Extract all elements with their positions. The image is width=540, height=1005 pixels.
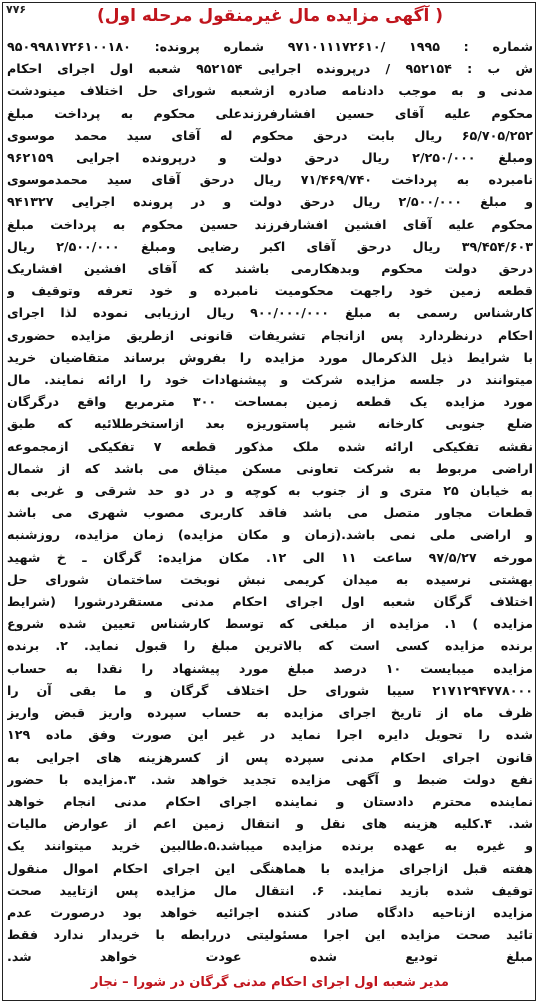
notice-line: توقیف شده بازید نمایند. ۶. انتقال مال مزایده پس ازتایید صحت [7,882,533,898]
notice-line: ش ب : ۹۵۲۱۵۴ / درپرونده اجرایی ۹۵۲۱۵۴ شعبه اول اجرای احکام [7,61,533,77]
notice-line: مورد مزایده یک قطعه زمین بمساحت ۳۰۰ مترمربع واقع درگرگان [7,394,533,410]
notice-line: مدنی و به موجب دادنامه صادره ازشعبه شورای حل اختلاف مینودشت [7,83,533,99]
notice-line: قطعات مجاور متصل می باشد فاقد کاربری مصوب شهری می باشد [7,505,533,521]
notice-line: نفع دولت ضبط و آگهی مزایده تجدید خواهد شد. ۳.مزایده با حضور [7,771,533,787]
notice-line: مبلغ تودیع شده عودت خواهد شد. [7,949,533,965]
notice-line: ظرف ماه از تاریخ اجرای مزایده به حساب سپرده واریز قبض واریز [7,705,533,721]
notice-line: اراضی مربوط به شرکت تعاونی مسکن میثاق می باشد که از شمال [7,460,533,476]
notice-line: تائید صحت مزایده این اجرا مسئولیتی دررابطه با خریدار ندارد فقط [7,927,533,943]
notice-line: ۶۵/۷۰۵/۲۵۲ ریال بابت درحق محکوم له آقای سید محمد موسوی [7,127,533,143]
notice-line: شماره : ۱۹۹۵ /۹۷۱۰۱۱۱۷۲۶۱۰ شماره پرونده: ۹۵۰۹۹۸۱۷۲۶۱۰۰۱۸۰ [7,39,533,54]
notice-line: ومبلغ ۲/۲۵۰/۰۰۰ ریال درحق دولت و درپرونده اجرایی ۹۶۲۱۵۹ [7,150,533,166]
notice-line: ۲۱۷۱۲۹۴۷۷۸۰۰۰ سیبا شورای حل اختلاف گرگان و ما بقی آن را [7,682,533,698]
notice-line: میتوانند در جلسه مزایده شرکت و پیشنهادات خود را ارائه نمایند. مال [7,372,533,388]
notice-body [7,36,533,969]
notice-line: به خیابان ۲۵ متری و از جنوب به کوچه و در دو حد شرقی و غربی به [7,483,533,499]
notice-line: محکوم علیه آقای افشین افشارفرزند حسین محکوم به پرداخت مبلغ [7,216,533,232]
notice-line: قانون اجرای احکام مدنی سپرده پس از کسرهزینه های اجرایی به [7,749,533,765]
notice-line: احکام درنظردارد پس ازانجام تشریفات قانونی ازطریق مزایده حضوری [7,327,533,343]
notice-line: شده را تحویل دایره اجرا نماید در غیر این صورت وفق ماده ۱۲۹ [7,727,533,743]
signature-line: مدیر شعبه اول اجرای احکام مدنی گرگان در شورا – نجار [91,975,449,990]
notice-line: برنده مزایده کسی است که بالاترین مبلغ را قبول نماید. ۲. برنده [7,638,533,654]
notice-line: بهشتی نرسیده به میدان کریمی نبش نوبخت ساختمان شورای حل [7,571,533,587]
notice-line: نماینده محترم دادستان و نماینده اجرای احکام مدنی انجام خواهد [7,793,533,809]
notice-line: هفته قبل ازاجرای مزایده با هماهنگی این اجرای احکام اموال منقول [7,860,533,876]
notice-line: مورخه ۹۷/۵/۲۷ ساعت ۱۱ الی ۱۲. مکان مزایده: گرگان ـ خ شهید [7,549,533,565]
notice-line: درحق دولت محکوم وبدهکارمی باشند که آقای افشین افشاریک [7,261,533,277]
notice-line: مزایده میبایست ۱۰ درصد مبلغ مورد پیشنهاد را نقدا به حساب [7,660,533,676]
notice-line: مزایده ) ۱. مزایده از مبلغی که توسط کارشناس تعیین شده شروع [7,616,533,632]
notice-line: اختلاف گرگان شعبه اول اجرای احکام مدنی مستقردرشورا (شرایط [7,594,533,610]
notice-line: کارشناس رسمی به مبلغ ۹۰۰/۰۰۰/۰۰۰ ریال ارزیابی نموده لذا اجرای [7,305,533,321]
notice-line: مزایده ازناحیه دادگاه صادر کننده اجرائیه خواهد بود درصورت عدم [7,904,533,920]
notice-line: و اراضی ملی نمی باشد.(زمان و مکان مزایده) زمان مزایده، روزشنبه [7,527,533,543]
notice-line: و مبلغ ۲/۵۰۰/۰۰۰ ریال درحق دولت و در پرونده اجرایی ۹۴۱۳۲۷ [7,194,533,210]
notice-line: نقشه تفکیکی ارائه شده ملک مذکور قطعه ۷ تفکیکی ازمجموعه [7,438,533,454]
notice-line: ضلع جنوبی کارخانه شیر پاستوریزه بعد ازاستخرطلائیه که طبق [7,416,533,432]
notice-line: محکوم علیه آقای حسین افشارفرزندعلی محکوم به پرداخت مبلغ [7,105,533,121]
page-number: ۷۷۶ [6,3,27,16]
notice-line: ۳۹/۴۵۴/۶۰۳ ریال درحق آقای اکبر رضایی ومبلغ ۲/۵۰۰/۰۰۰ ریال [7,238,533,254]
notice-line: و غیره به عهده برنده مزایده میباشد.۵.طالبین خرید میتوانند یک [7,838,533,854]
notice-line: با شرایط ذیل الذکرمال مورد مزایده را بفروش برساند متقاضیان خرید [7,349,533,365]
notice-title: (آگهی مزایده مال غیرمنقول مرحله اول ) [96,6,444,26]
notice-line: قطعه زمین خود راجهت محکومیت نامبرده و خود تعرفه وتوقیف و [7,283,533,299]
notice-line: شد. ۴.کلیه هزینه های نقل و انتقال زمین اعم از عوارض مالیات [7,816,533,832]
notice-line: نامبرده به پرداخت ۷۱/۴۶۹/۷۴۰ ریال درحق آقای سید محمدموسوی [7,172,533,188]
